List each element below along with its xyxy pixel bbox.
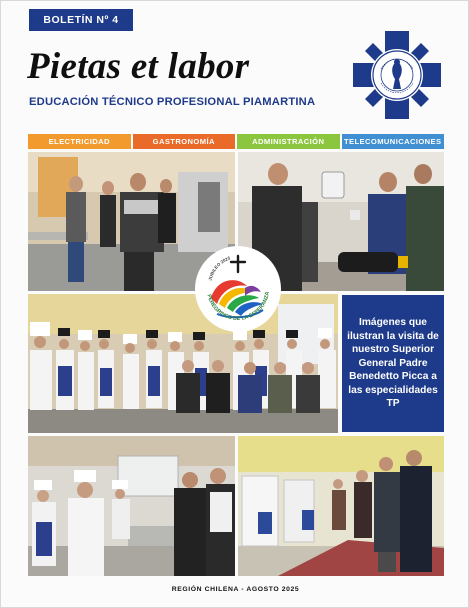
footer-region-date: REGIÓN CHILENA - AGOSTO 2025 [171,586,300,593]
category-gastronomia: GASTRONOMÍA [133,134,236,149]
category-electricidad: ELECTRICIDAD [28,134,131,149]
photo-gastronomy-group [28,294,338,433]
jubilee-ring-text: PEREGRINOS DE LA ESPERANZA [205,291,271,323]
jubilee-2025-logo-icon [197,248,279,330]
category-administracion: ADMINISTRACIÓN [237,134,340,149]
photo-administration-office [238,436,444,576]
congregation-seal-icon [351,29,443,121]
publication-subtitle: EDUCACIÓN TÉCNICO PROFESIONAL PIAMARTINA [29,96,316,108]
bulletin-number-badge: BOLETÍN Nº 4 [29,9,133,31]
publication-title: Pietas et labor [27,46,250,87]
photo-caption-text: Imágenes que ilustran la visita de nuestro Superior General Padre Benedetto Picca a las especialidades TP [347,316,439,410]
category-telecomunicaciones: TELECOMUNICACIONES [342,134,445,149]
photo-caption-box [342,295,444,432]
specialties-bar [28,134,444,149]
jubilee-year-text: JUBILEO 2025 [207,255,231,282]
photo-kitchen-class [28,436,235,576]
